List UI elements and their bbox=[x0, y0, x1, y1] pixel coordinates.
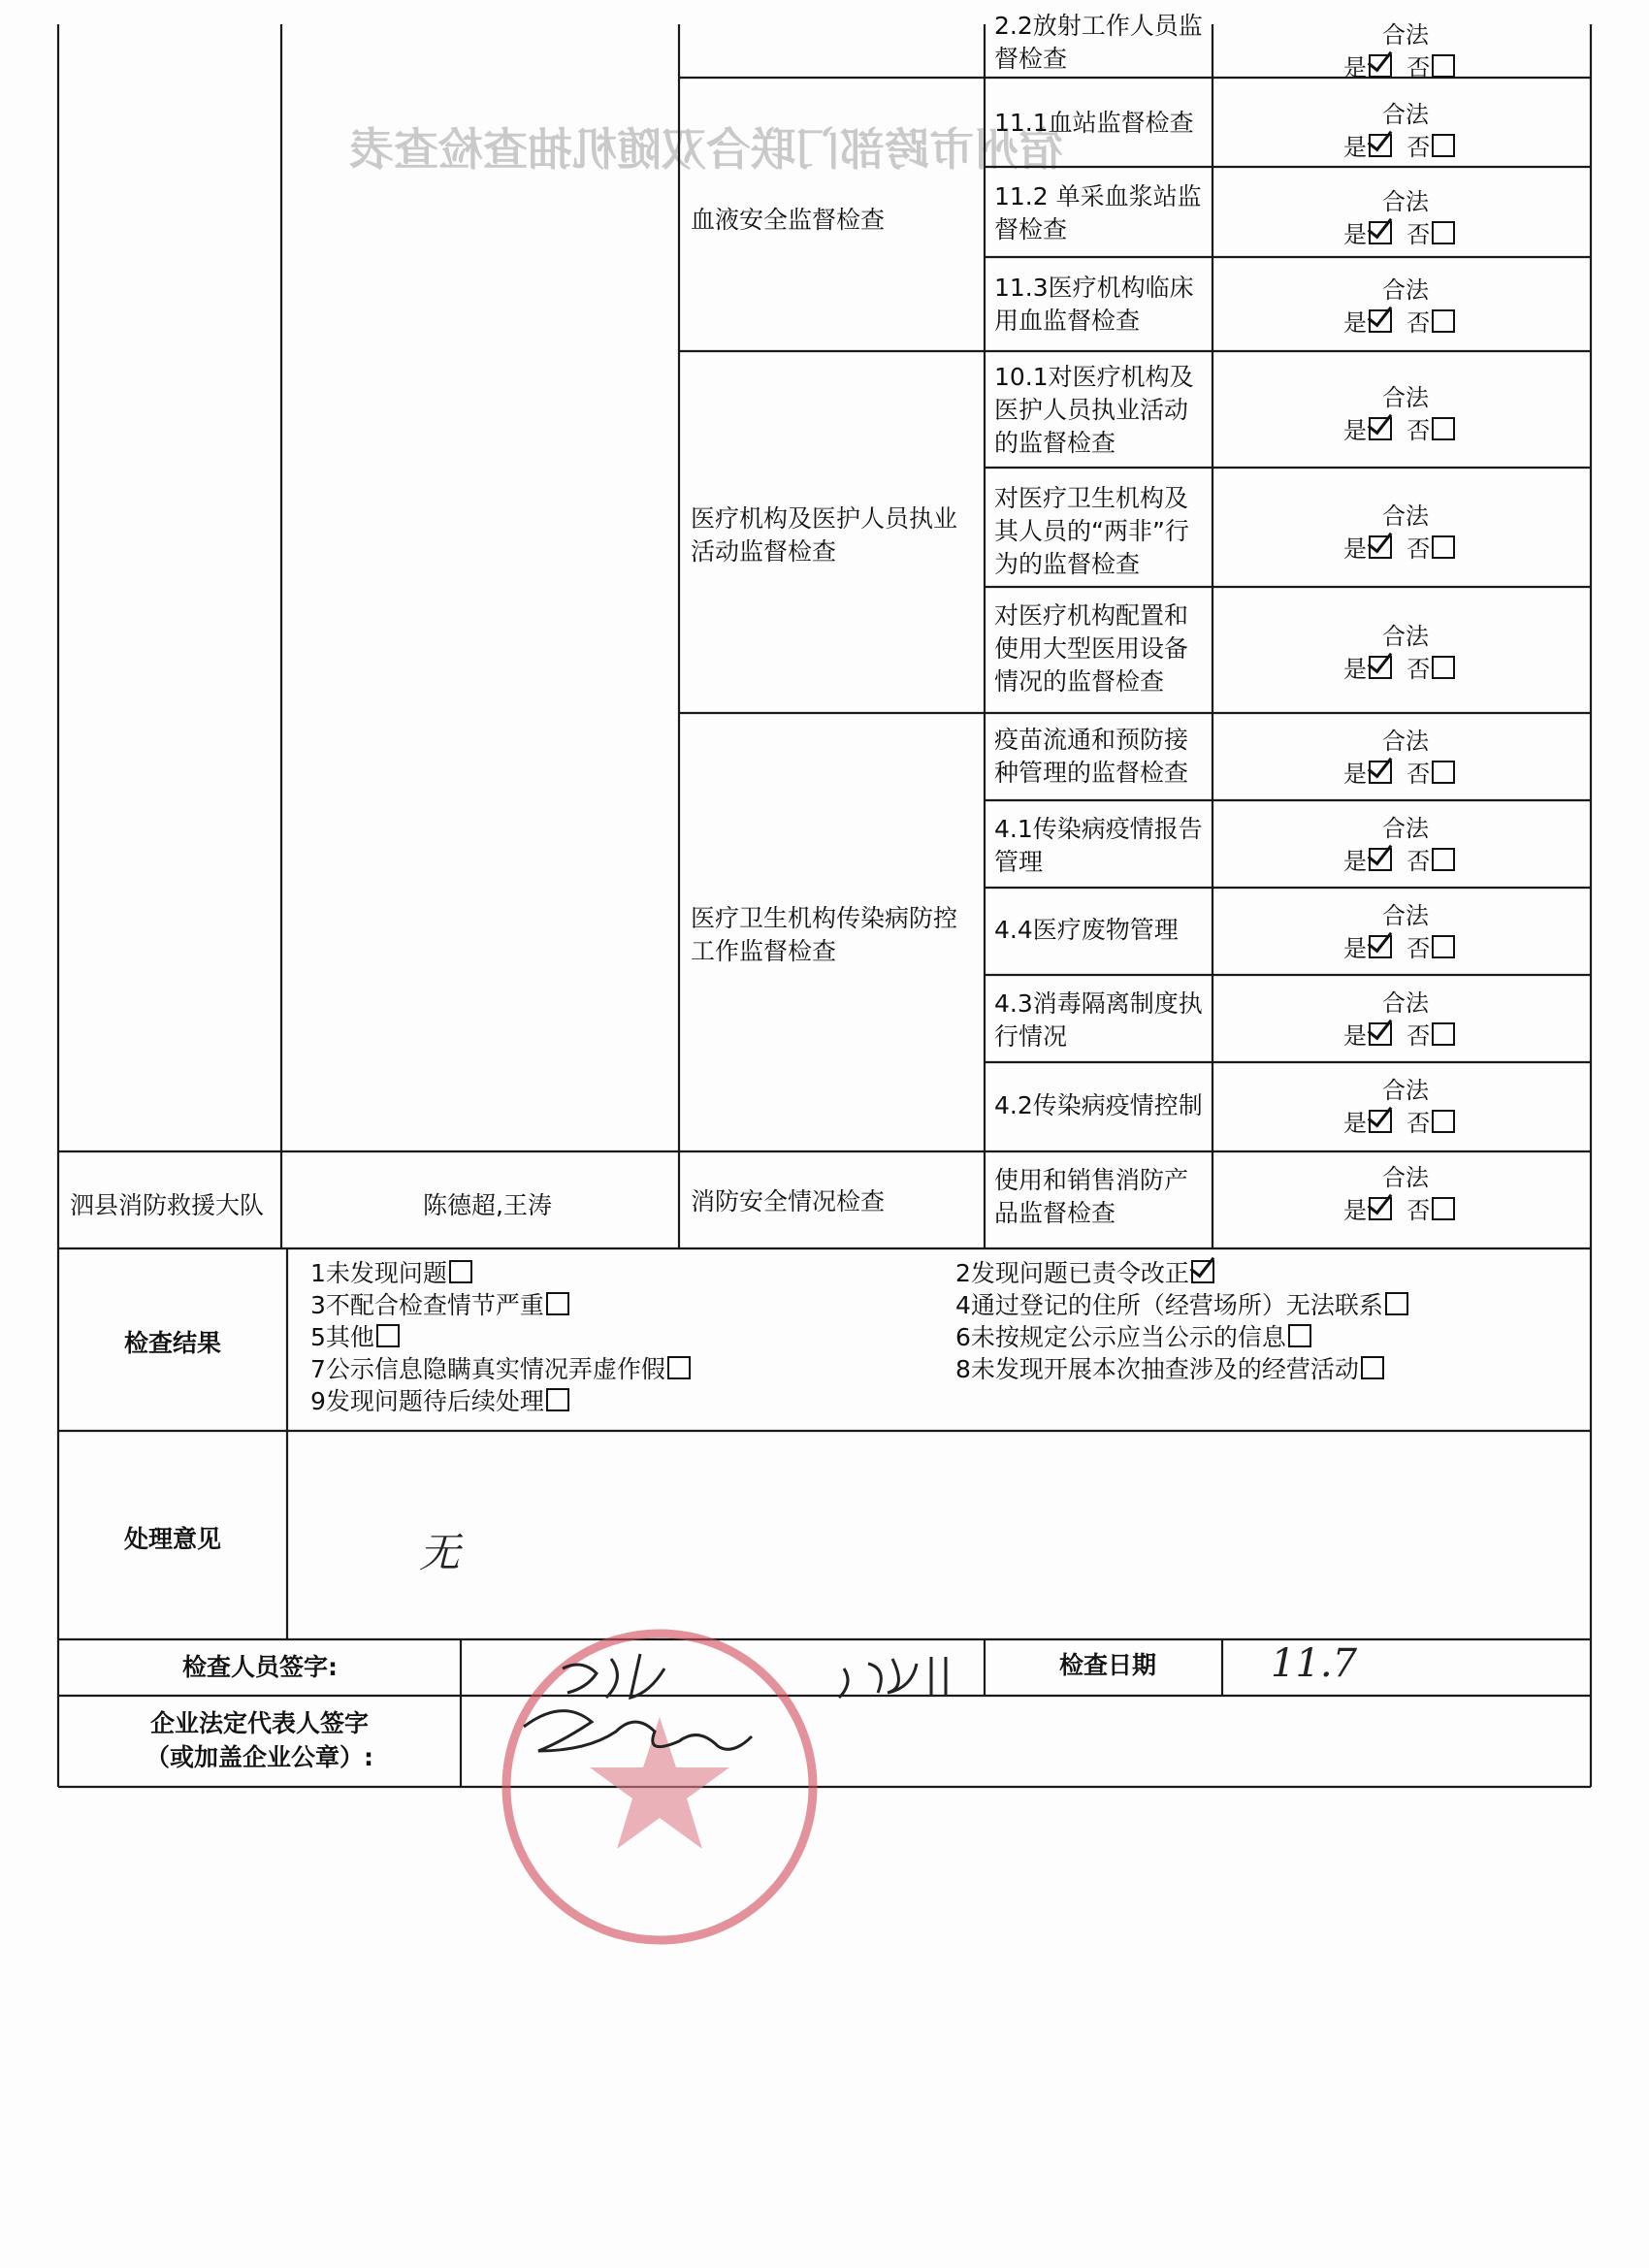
no-checkbox bbox=[1432, 417, 1455, 440]
yes-checkbox bbox=[1369, 1110, 1392, 1133]
yes-checkbox bbox=[1369, 656, 1392, 679]
item-11-3: 11.3医疗机构临床用血监督检查 bbox=[994, 274, 1194, 335]
yes-checkbox bbox=[1369, 535, 1392, 559]
category-medical: 医疗机构及医护人员执业活动监督检查 bbox=[691, 504, 958, 566]
category-fire: 消防安全情况检查 bbox=[691, 1187, 886, 1215]
checkbox bbox=[1288, 1324, 1311, 1347]
checkbox bbox=[376, 1324, 400, 1347]
no-checkbox bbox=[1432, 309, 1455, 333]
checkbox bbox=[449, 1260, 472, 1283]
item-large-equipment: 对医疗机构配置和使用大型医用设备情况的监督检查 bbox=[994, 601, 1189, 696]
item-11-2: 11.2 单采血浆站监督检查 bbox=[994, 182, 1202, 243]
category-infectious: 医疗卫生机构传染病防控工作监督检查 bbox=[691, 904, 958, 965]
yes-checkbox bbox=[1369, 221, 1392, 244]
legal-check-1[interactable]: 合法 是 否 bbox=[1343, 99, 1470, 177]
checkbox bbox=[546, 1292, 569, 1315]
yes-checkbox bbox=[1369, 1197, 1392, 1220]
item-4-3: 4.3消毒隔离制度执行情况 bbox=[994, 989, 1203, 1051]
department-name: 泗县消防救援大队 bbox=[70, 1191, 265, 1219]
no-checkbox bbox=[1432, 656, 1455, 679]
signature-scribbles bbox=[504, 1649, 1009, 1775]
bleed-through-title: 宿州市跨部门联合双随机抽查检查表 bbox=[349, 123, 1063, 176]
item-4-4: 4.4医疗废物管理 bbox=[994, 916, 1179, 944]
checkbox bbox=[546, 1388, 569, 1411]
item-4-2: 4.2传染病疫情控制 bbox=[994, 1091, 1203, 1119]
inspector-names: 陈德超,王涛 bbox=[423, 1191, 552, 1219]
result-option-8[interactable]: 8未发现开展本次抽查涉及的经营活动 bbox=[955, 1353, 1384, 1386]
item-vaccine: 疫苗流通和预防接种管理的监督检查 bbox=[994, 726, 1189, 787]
item-2-2: 2.2放射工作人员监督检查 bbox=[994, 12, 1203, 73]
yes-checkbox bbox=[1369, 761, 1392, 784]
result-option-4[interactable]: 4通过登记的住所（经营场所）无法联系 bbox=[955, 1289, 1408, 1322]
category-blood: 血液安全监督检查 bbox=[691, 206, 886, 234]
result-option-2[interactable]: 2发现问题已责令改正 bbox=[955, 1257, 1214, 1290]
no-checkbox bbox=[1432, 761, 1455, 784]
legal-check-4[interactable]: 合法 是 否 bbox=[1343, 382, 1470, 460]
checkbox bbox=[1385, 1292, 1408, 1315]
result-option-9[interactable]: 9发现问题待后续处理 bbox=[310, 1385, 569, 1418]
item-11-1: 11.1血站监督检查 bbox=[994, 109, 1194, 137]
result-option-1[interactable]: 1未发现问题 bbox=[310, 1257, 472, 1290]
result-option-7[interactable]: 7公示信息隐瞒真实情况弄虚作假 bbox=[310, 1353, 691, 1386]
checkbox bbox=[1361, 1356, 1384, 1379]
result-label: 检查结果 bbox=[124, 1329, 222, 1357]
item-4-1: 4.1传染病疫情报告管理 bbox=[994, 815, 1203, 876]
inspection-date-value: 11.7 bbox=[1271, 1641, 1358, 1686]
opinion-label: 处理意见 bbox=[124, 1525, 222, 1553]
yes-checkbox bbox=[1369, 935, 1392, 958]
legal-rep-label-2: （或加盖企业公章）: bbox=[146, 1743, 373, 1771]
legal-check-5[interactable]: 合法 是 否 bbox=[1343, 501, 1470, 578]
no-checkbox bbox=[1432, 535, 1455, 559]
opinion-handwritten: 无 bbox=[419, 1529, 461, 1576]
item-fire-products: 使用和销售消防产品监督检查 bbox=[994, 1166, 1189, 1227]
legal-check-8[interactable]: 合法 是 否 bbox=[1343, 813, 1470, 891]
legal-check-3[interactable]: 合法 是 否 bbox=[1343, 275, 1470, 352]
legal-check-2[interactable]: 合法 是 否 bbox=[1343, 186, 1470, 264]
legal-check-6[interactable]: 合法 是 否 bbox=[1343, 621, 1470, 698]
checkbox bbox=[667, 1356, 691, 1379]
legal-check-11[interactable]: 合法 是 否 bbox=[1343, 1075, 1470, 1152]
result-option-6[interactable]: 6未按规定公示应当公示的信息 bbox=[955, 1321, 1311, 1354]
yes-checkbox bbox=[1369, 309, 1392, 333]
no-checkbox bbox=[1432, 134, 1455, 157]
yes-checkbox bbox=[1369, 54, 1392, 78]
yes-checkbox bbox=[1369, 134, 1392, 157]
result-option-3[interactable]: 3不配合检查情节严重 bbox=[310, 1289, 569, 1322]
no-checkbox bbox=[1432, 935, 1455, 958]
checkbox bbox=[1191, 1260, 1214, 1283]
legal-check-9[interactable]: 合法 是 否 bbox=[1343, 900, 1470, 978]
no-checkbox bbox=[1432, 54, 1455, 78]
no-checkbox bbox=[1432, 1197, 1455, 1220]
no-checkbox bbox=[1432, 221, 1455, 244]
yes-checkbox bbox=[1369, 1022, 1392, 1046]
item-two-non: 对医疗卫生机构及其人员的“两非”行为的监督检查 bbox=[994, 484, 1189, 578]
result-option-5[interactable]: 5其他 bbox=[310, 1321, 400, 1354]
legal-check-10[interactable]: 合法 是 否 bbox=[1343, 988, 1470, 1065]
legal-check-0[interactable]: 合法 是 否 bbox=[1343, 19, 1470, 97]
no-checkbox bbox=[1432, 848, 1455, 871]
inspection-date-label: 检查日期 bbox=[1059, 1651, 1157, 1679]
inspector-sign-label: 检查人员签字: bbox=[182, 1653, 338, 1681]
legal-check-12[interactable]: 合法 是 否 bbox=[1343, 1162, 1470, 1240]
no-checkbox bbox=[1432, 1022, 1455, 1046]
legal-rep-label-1: 企业法定代表人签字 bbox=[150, 1709, 370, 1737]
yes-checkbox bbox=[1369, 848, 1392, 871]
item-10-1: 10.1对医疗机构及医护人员执业活动的监督检查 bbox=[994, 363, 1194, 457]
no-checkbox bbox=[1432, 1110, 1455, 1133]
legal-check-7[interactable]: 合法 是 否 bbox=[1343, 726, 1470, 803]
yes-checkbox bbox=[1369, 417, 1392, 440]
